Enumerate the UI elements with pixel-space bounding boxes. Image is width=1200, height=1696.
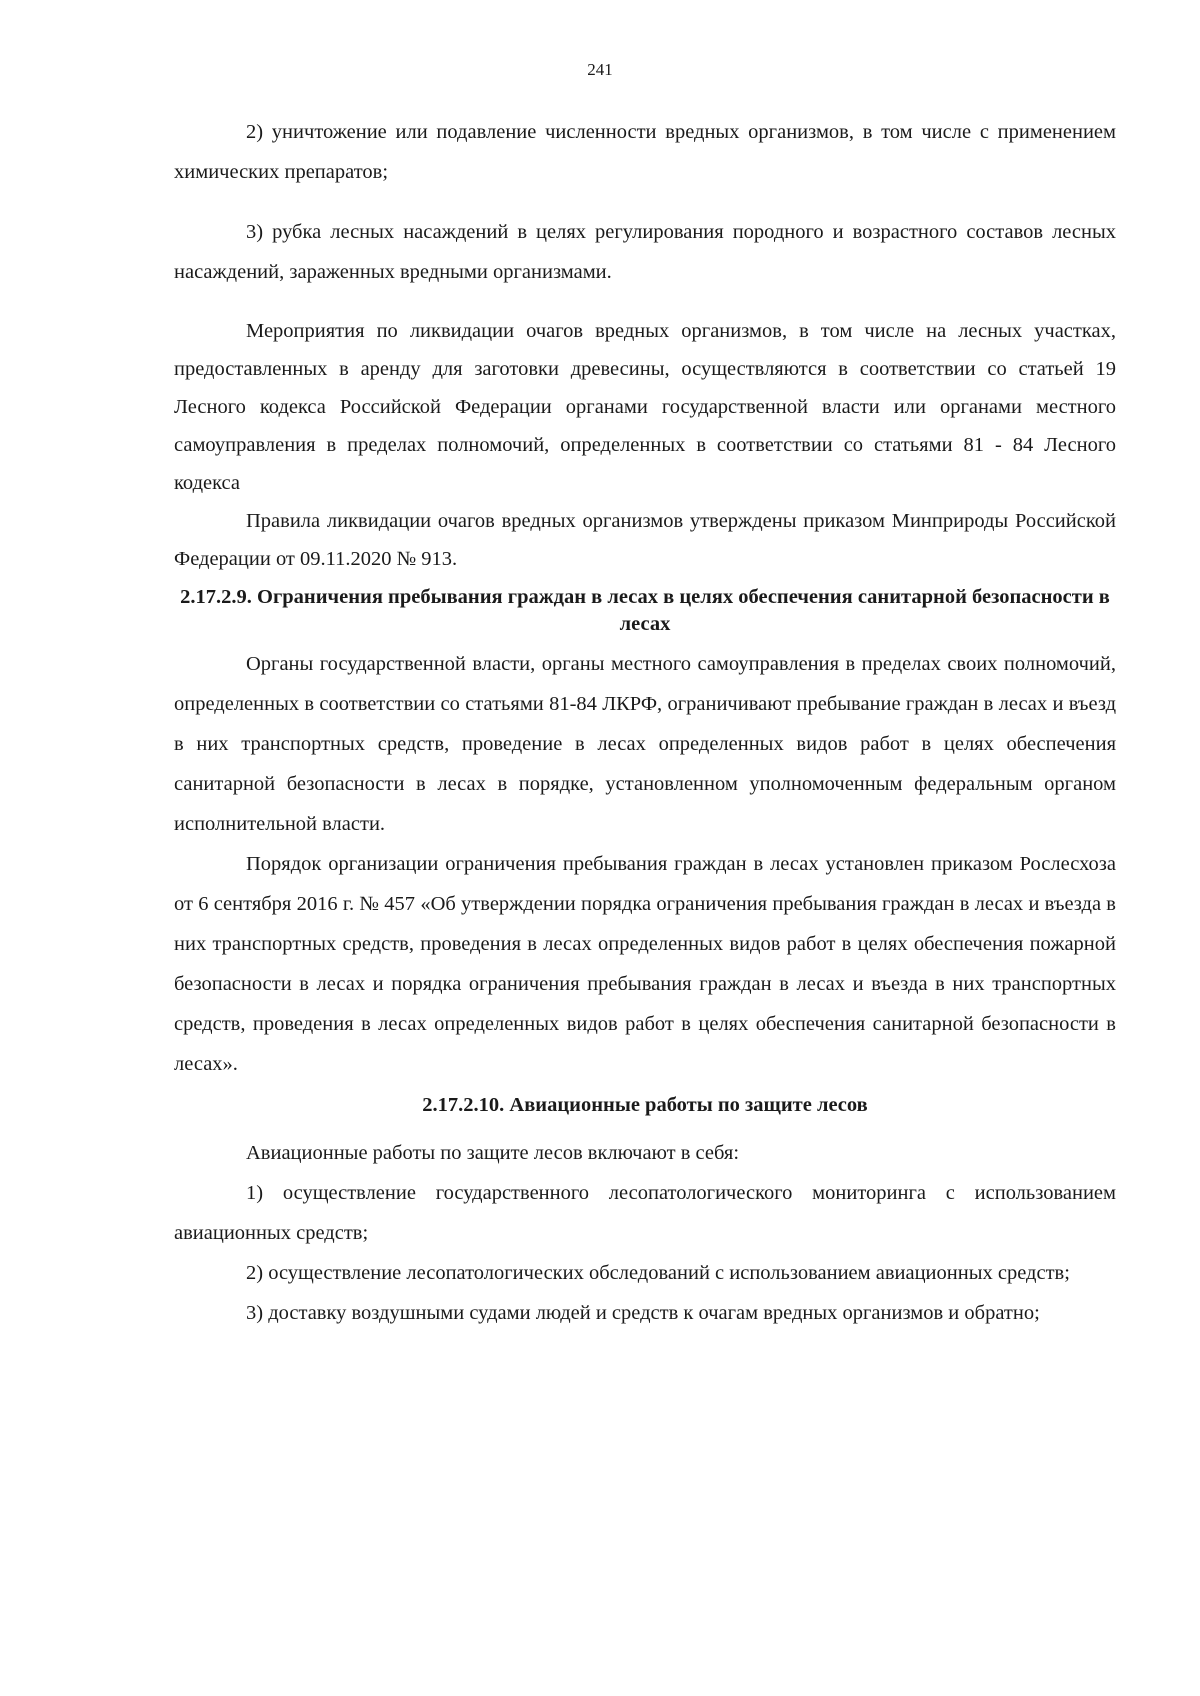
paragraph-destruction: 2) уничтожение или подавление численности вредных организмов, в том числе с применением химических препаратов; <box>174 121 1116 183</box>
paragraph-order: Порядок организации ограничения пребывания граждан в лесах установлен приказом Рослесхоза от 6 сентября 2016 г. № 457 «Об утверждении порядка ограничения пребывания граждан в лесах и въезда в них транспортных средств, проведения в лесах определенных видов работ в целях обеспечения пожарной безопасности в лесах и порядка ограничения пребывания граждан в лесах и въезда в них транспортных средств, проведения в лесах определенных видов работ в целях обеспечения санитарной безопасности в лесах». <box>174 853 1116 1075</box>
paragraph-aviation-intro: Авиационные работы по защите лесов включают в себя: <box>246 1142 740 1164</box>
section-heading-aviation: 2.17.2.10. Авиационные работы по защите лесов <box>422 1094 868 1116</box>
paragraph-aviation-delivery: 3) доставку воздушными судами людей и средств к очагам вредных организмов и обратно; <box>246 1302 1040 1324</box>
paragraph-cutting: 3) рубка лесных насаждений в целях регулирования породного и возрастного составов лесных насаждений, зараженных вредными организмами. <box>174 221 1116 283</box>
paragraph-measures: Мероприятия по ликвидации очагов вредных организмов, в том числе на лесных участках, предоставленных в аренду для заготовки древесины, осуществляются в соответствии со статьей 19 Лесного кодекса Российской Федерации органами государственной власти или органами местного самоуправления в пределах полномочий, определенных в соответствии со статьями 81 - 84 Лесного кодекса <box>174 320 1116 494</box>
section-heading-restrictions: 2.17.2.9. Ограничения пребывания граждан в лесах в целях обеспечения санитарной безопасности в лесах <box>180 586 1110 635</box>
paragraph-aviation-monitoring: 1) осуществление государственного лесопатологического мониторинга с использованием авиационных средств; <box>174 1182 1116 1244</box>
paragraph-authorities: Органы государственной власти, органы местного самоуправления в пределах своих полномочий, определенных в соответствии со статьями 81-84 ЛКРФ, ограничивают пребывание граждан в лесах и въезд в них транспортных средств, проведение в лесах определенных видов работ в целях обеспечения санитарной безопасности в лесах в порядке, установленном уполномоченным федеральным органом исполнительной власти. <box>174 653 1116 835</box>
page-number: 241 <box>587 60 613 79</box>
document-body <box>174 112 1116 1333</box>
paragraph-aviation-surveys: 2) осуществление лесопатологических обследований с использованием авиационных средств; <box>246 1262 1070 1284</box>
paragraph-rules: Правила ликвидации очагов вредных организмов утверждены приказом Минприроды Российской Федерации от 09.11.2020 № 913. <box>174 510 1116 570</box>
